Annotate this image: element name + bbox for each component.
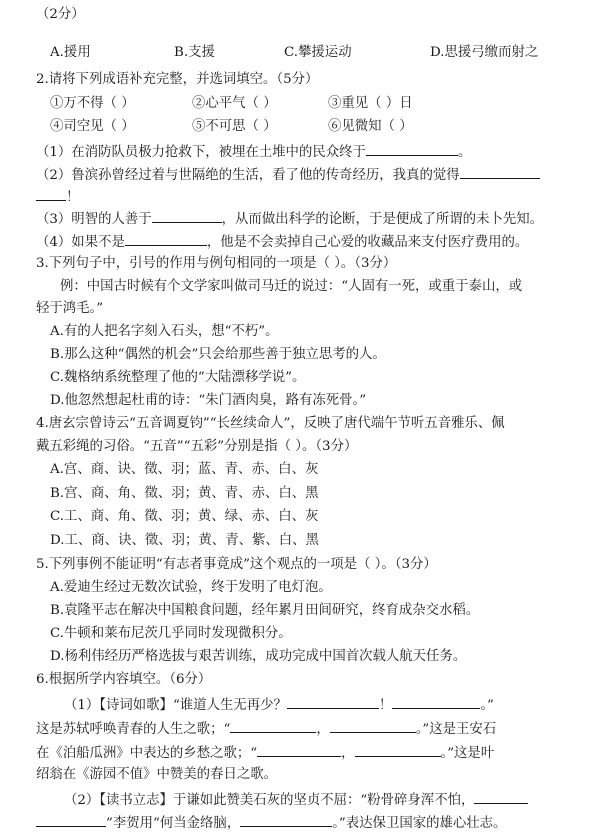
q2-idiom-4: ④司空见（ ） <box>50 119 135 134</box>
q2-idiom-1: ①万不得（ ） <box>50 96 135 111</box>
q3-option-b: B.那么这种“偶然的机会”只会给那些善于独立思考的人。 <box>50 347 386 362</box>
q6-p1-text-g: 在《泊船瓜洲》中表达的乡愁之歌；“ <box>36 746 258 761</box>
q2-s2-text: （2）鲁滨孙曾经过着与世隔绝的生活，看了他的传奇经历，我真的觉得 <box>36 168 460 183</box>
q2-sentence-2 <box>36 166 540 184</box>
q5-option-a: A.爱迪生经过无数次试验，终于发明了电灯泡。 <box>50 580 332 595</box>
q2-s4-blank[interactable] <box>125 233 207 246</box>
q4-option-a: A.宫、商、诀、徵、羽；蓝、青、赤、白、灰 <box>50 462 319 477</box>
q6-part2-line1 <box>64 791 528 809</box>
q6-p1-text-f: 。”这是王安石 <box>415 722 497 737</box>
q6-p1-text-a: （1）【诗词如歌】“谁道人生无再少？ <box>64 698 287 713</box>
q6-p2-text-a: （2）【读书立志】于谦如此赞美石灰的坚贞不屈：“粉骨碎身浑不怕， <box>64 793 475 808</box>
q6-part1-line2 <box>36 720 496 738</box>
q6-p1-text-h: ， <box>341 746 355 761</box>
q2-s1-text: （1）在消防队员极力抢救下，被埋在土堆中的民众终于 <box>36 145 366 160</box>
q4-option-d: D.工、商、诀、徵、羽；黄、青、紫、白、黑 <box>50 533 319 548</box>
q6-p1-text-d: 这是苏轼呼唤青春的人生之歌；“ <box>36 722 231 737</box>
q3-example-line1: 例：中国古时候有个文学家叫做司马迁的说过：“人固有一死，或重于泰山，或 <box>60 279 523 294</box>
q2-idiom-6: ⑥见微知（ ） <box>328 119 413 134</box>
q6-p2-text-b: ”李贺用“何当金络脑， <box>106 816 241 831</box>
q2-s2-blank-b[interactable] <box>36 188 66 201</box>
q2-sentence-3 <box>36 210 543 228</box>
q2-s3-text-a: （3）明智的人善于 <box>36 212 152 227</box>
q6-part1-line3 <box>36 744 494 762</box>
q2-sentence-4 <box>36 233 528 251</box>
q2-s2-end: ！ <box>66 190 80 205</box>
q5-option-d: D.杨利伟经历严格选拔与艰苦训练，成功完成中国首次载人航天任务。 <box>50 649 467 664</box>
q5-option-b: B.袁隆平志在解决中国粮食问题，经年累月田间研究，终育成杂交水稻。 <box>50 603 480 618</box>
q6-p1-text-e: ， <box>316 722 330 737</box>
q6-title: 6.根据所学内容填空。（6分） <box>36 672 212 687</box>
q2-title: 2.请将下列成语补充完整，并选词填空。（5分） <box>36 72 319 87</box>
q2-idiom-5: ⑤不可思（ ） <box>192 119 277 134</box>
q5-option-c: C.牛顿和莱布尼茨几乎同时发现微积分。 <box>50 626 292 641</box>
q4-title-line2: 戴五彩绳的习俗。“五音”“五彩”分别是指（ ）。（3分） <box>36 439 358 454</box>
q2-idiom-2: ②心平气（ ） <box>192 96 277 111</box>
q2-sentence-1 <box>36 143 471 161</box>
q6-p2-text-c: 。”表达保卫国家的雄心壮志。 <box>332 816 507 831</box>
q2-s4-text-b: ，他是不会卖掉自己心爱的收藏品来支付医疗费用的。 <box>206 235 529 250</box>
q3-option-c: C.魏格纳系统整理了他的“大陆漂移学说”。 <box>50 370 306 385</box>
q4-option-c: C.工、商、角、徵、羽；黄、绿、赤、白、灰 <box>50 509 319 524</box>
q2-s2-blank-a[interactable] <box>460 166 540 179</box>
q2-sentence-2-cont <box>36 188 79 206</box>
q6-part2-line2 <box>36 814 506 832</box>
q6-p1-text-b: ！ <box>378 698 393 713</box>
q3-title: 3.下列句子中，引号的作用与例句相同的一项是（ ）。（3分） <box>36 256 397 271</box>
q6-p2-blank-3[interactable] <box>240 814 332 827</box>
q2-s3-text-b: ，从而做出科学的论断，于是便成了所谓的未卜先知。 <box>221 212 544 227</box>
q2-s1-end: 。 <box>457 145 472 160</box>
q6-p1-text-i: 。”这是叶 <box>440 746 495 761</box>
q6-p2-blank-1[interactable] <box>474 791 528 804</box>
q2-idiom-3: ③重见（ ）日 <box>328 96 413 111</box>
q4-option-b: B.宫、商、角、徵、羽；黄、青、赤、白、黑 <box>50 486 319 501</box>
q6-part1-line4: 绍翁在《游园不值》中赞美的春日之歌。 <box>36 767 278 782</box>
q2-s1-blank[interactable] <box>366 143 458 156</box>
q6-p1-blank-2[interactable] <box>392 696 480 709</box>
q6-p1-blank-1[interactable] <box>287 696 379 709</box>
q3-option-d: D.他忽然想起杜甫的诗：“朱门酒肉臭，路有冻死骨。” <box>50 393 367 408</box>
q4-title-line1: 4.唐玄宗曾诗云“五音调夏钧”“长丝续命人”，反映了唐代端午节听五音雅乐、佩 <box>36 416 505 431</box>
q2-s3-blank[interactable] <box>152 210 222 223</box>
q6-part1-line1 <box>64 696 494 714</box>
q1-option-a: A.援用 <box>50 45 91 60</box>
q6-p2-blank-2[interactable] <box>36 814 106 827</box>
q5-title: 5.下列事例不能证明“有志者事竟成”这个观点的一项是（ ）。（3分） <box>36 557 437 572</box>
q1-option-b: B.支援 <box>174 45 215 60</box>
q3-option-a: A.有的人把名字刻入石头，想“不朽”。 <box>50 324 279 339</box>
q1-option-d: D.思援弓缴而射之 <box>430 45 539 60</box>
q3-example-line2: 轻于鸿毛。” <box>36 301 104 316</box>
q6-p1-blank-3[interactable] <box>230 720 316 733</box>
q2-s4-text-a: （4）如果不是 <box>36 235 125 250</box>
q1-option-c: C.攀援运动 <box>284 45 352 60</box>
q6-p1-blank-4[interactable] <box>330 720 416 733</box>
q6-p1-blank-5[interactable] <box>257 744 341 757</box>
q6-p1-text-c: 。” <box>480 698 494 713</box>
q1-score: （2分） <box>36 7 85 22</box>
q6-p1-blank-6[interactable] <box>355 744 441 757</box>
